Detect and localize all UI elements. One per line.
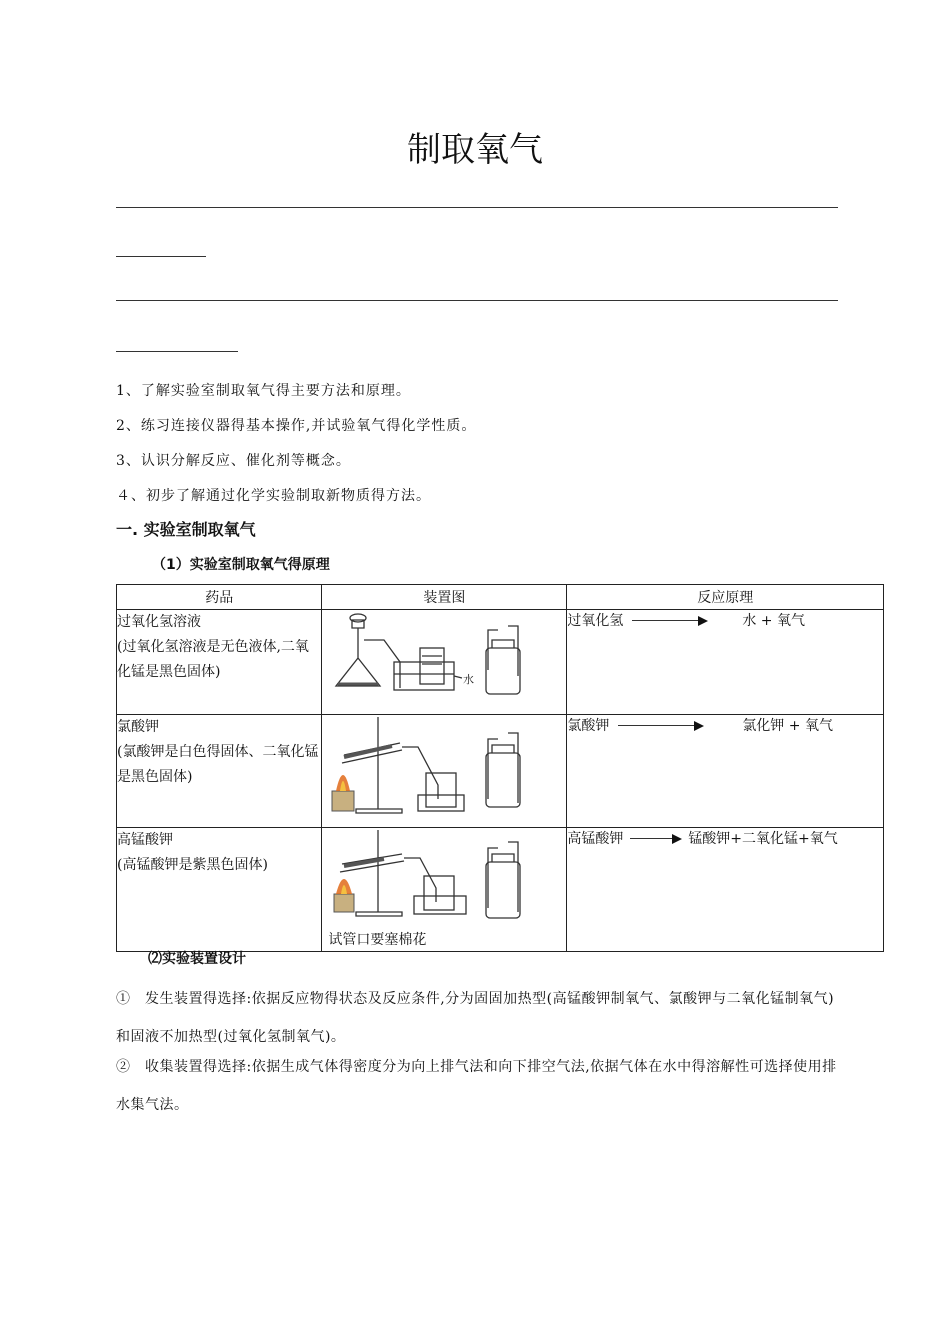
drug-name: 过氧化氢溶液 [117, 614, 201, 630]
reaction-cell [567, 610, 884, 715]
reaction-arrow-icon [618, 720, 704, 732]
table-row [117, 610, 884, 715]
paragraph-collection-device: ② 收集装置得选择:依据生成气体得密度分为向上排气法和向下排空气法,依据气体在水中得溶解性可选择使用排水集气法。 [116, 1059, 837, 1113]
table-row [117, 715, 884, 828]
blank-line [116, 351, 238, 352]
table-header: 反应原理 [567, 585, 884, 610]
reaction-cell [567, 715, 884, 828]
table-header: 药品 [117, 585, 322, 610]
reactant: 氯酸钾 [567, 718, 610, 734]
table-header: 装置图 [322, 585, 567, 610]
table-header-row [117, 585, 884, 610]
drug-cell [117, 715, 322, 828]
products: 氯化钾 + 氧气 [742, 718, 833, 734]
apparatus-cell [322, 610, 567, 715]
objective-2: 2、练习连接仪器得基本操作,并试验氧气得化学性质。 [116, 418, 477, 434]
drug-cell [117, 610, 322, 715]
h2o2-apparatus-illustration [322, 610, 566, 710]
drug-cell [117, 828, 322, 952]
paragraph-generation-device: ① 发生装置得选择:依据反应物得状态及反应条件,分为固固加热型(高锰酸钾制氧气、氯酸钾与二氧化锰制氧气)和固液不加热型(过氧化氢制氧气)。 [116, 991, 835, 1045]
products: 水 + 氧气 [742, 613, 805, 629]
section-heading: 一. 实验室制取氧气 [116, 520, 256, 539]
drug-note: (氯酸钾是白色得固体、二氧化锰是黑色固体) [117, 744, 319, 785]
blank-line [116, 207, 838, 208]
kmno4-apparatus-illustration [322, 828, 566, 928]
apparatus-cell [322, 828, 567, 952]
table-row [117, 828, 884, 952]
objective-1: 1、了解实验室制取氧气得主要方法和原理。 [116, 383, 411, 399]
apparatus-cell [322, 715, 567, 828]
apparatus-note: 试管口要塞棉花 [328, 932, 427, 948]
subsection-heading: （1）实验室制取氧气得原理 [152, 557, 330, 573]
water-label: 水 [463, 673, 475, 686]
drug-name: 氯酸钾 [117, 719, 159, 735]
reactant: 过氧化氢 [567, 613, 624, 629]
drug-name: 高锰酸钾 [117, 832, 173, 848]
kclo3-apparatus-illustration [322, 715, 566, 823]
drug-note: (高锰酸钾是紫黑色固体) [117, 857, 268, 873]
objective-3: 3、认识分解反应、催化剂等概念。 [116, 453, 351, 469]
reactant: 高锰酸钾 [567, 831, 624, 847]
reaction-arrow-icon [632, 615, 708, 627]
objective-4: ４、初步了解通过化学实验制取新物质得方法。 [116, 488, 431, 504]
reaction-cell [567, 828, 884, 952]
blank-line [116, 300, 838, 301]
products: 锰酸钾+二氧化锰+氧气 [688, 831, 838, 847]
drug-note: (过氧化氢溶液是无色液体,二氧化锰是黑色固体) [117, 639, 309, 680]
oxygen-preparation-table [116, 584, 884, 952]
blank-line [116, 256, 206, 257]
subsection-heading: ⑵实验装置设计 [148, 951, 246, 967]
reaction-arrow-icon [630, 833, 682, 845]
page-title: 制取氧气 [407, 130, 543, 170]
